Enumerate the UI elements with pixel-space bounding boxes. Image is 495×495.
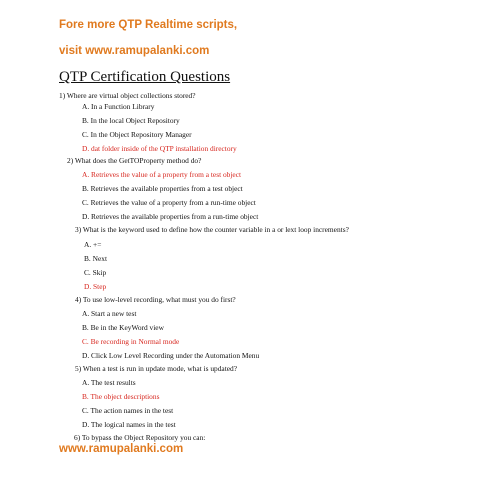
promo-header-line-1: Fore more QTP Realtime scripts, [59, 19, 238, 31]
footer-site-link[interactable]: www.ramupalanki.com [59, 443, 184, 455]
question-1-option-a: A. In a Function Library [82, 102, 155, 111]
question-4: 4) To use low-level recording, what must you do first? [75, 295, 236, 304]
question-4-option-a: A. Start a new test [82, 309, 137, 318]
question-1-option-b: B. In the local Object Repository [82, 116, 180, 125]
question-2-option-a: A. Retrieves the value of a property from a test object [82, 170, 242, 179]
question-3-option-b: B. Next [84, 254, 107, 263]
question-3-option-c: C. Skip [84, 268, 107, 277]
question-6: 6) To bypass the Object Repository you can: [74, 433, 206, 442]
question-3-option-d: D. Step [84, 282, 107, 291]
promo-header-line-2: visit www.ramupalanki.com [59, 45, 210, 57]
question-1: 1) Where are virtual object collections stored? [59, 91, 196, 100]
question-5-option-a: A. The test results [82, 378, 136, 387]
question-4-option-b: B. Be in the KeyWord view [82, 323, 164, 332]
question-4-option-c: C. Be recording in Normal mode [82, 337, 180, 346]
question-5: 5) When a test is run in update mode, what is updated? [75, 364, 238, 373]
question-1-option-c: C. In the Object Repository Manager [82, 130, 192, 139]
question-4-option-d: D. Click Low Level Recording under the Automation Menu [82, 351, 260, 360]
question-5-option-b: B. The object descriptions [82, 392, 160, 401]
question-2-option-c: C. Retrieves the value of a property from a run-time object [82, 198, 256, 207]
question-3-option-a: A. += [84, 240, 102, 249]
question-2: 2) What does the GetTOProperty method do? [67, 156, 202, 165]
question-3: 3) What is the keyword used to define how the counter variable in a or lext loop increments? [75, 225, 349, 234]
question-5-option-d: D. The logical names in the test [82, 420, 176, 429]
question-1-option-d: D. dat folder inside of the QTP installation directory [82, 144, 237, 153]
question-2-option-b: B. Retrieves the available properties from a test object [82, 184, 243, 193]
question-2-option-d: D. Retrieves the available properties from a run-time object [82, 212, 259, 221]
page-title: QTP Certification Questions [59, 69, 231, 85]
question-5-option-c: C. The action names in the test [82, 406, 174, 415]
